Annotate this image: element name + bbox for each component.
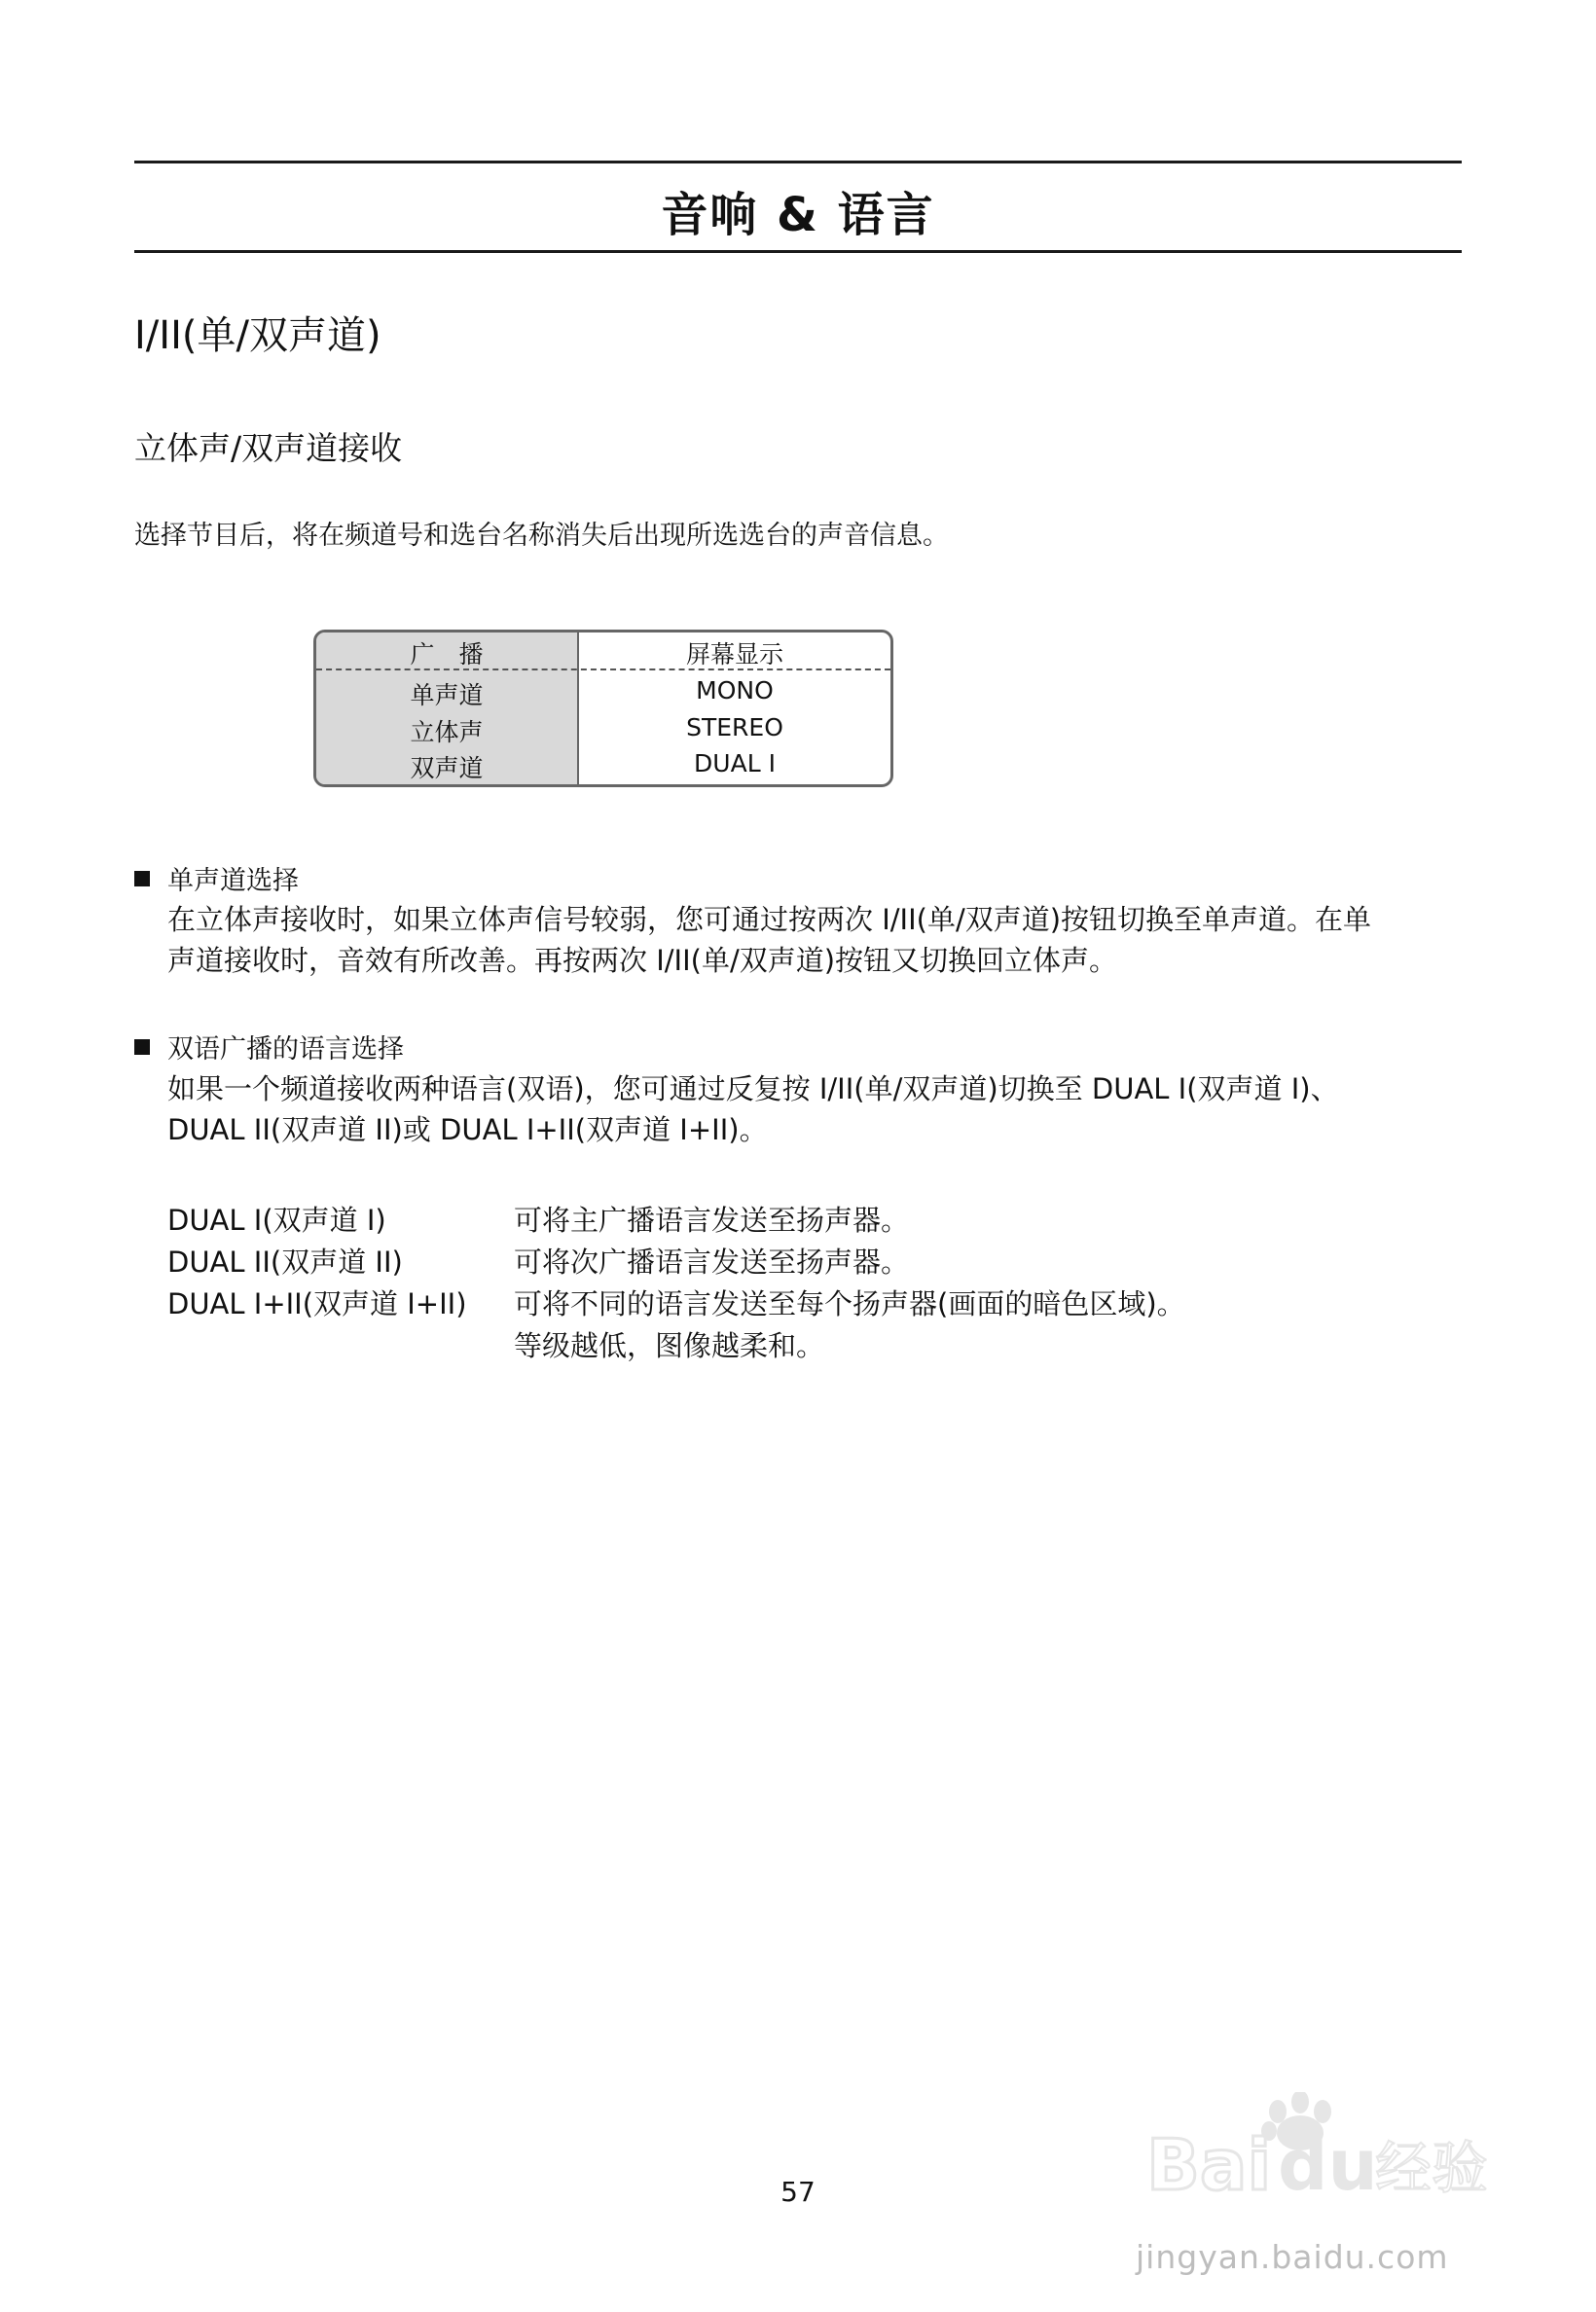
mono-paragraph-line: 声道接收时，音效有所改善。再按两次 I/II(单/双声道)按钮又切换回立体声。 xyxy=(167,944,1118,977)
bullet-heading-text: 双语广播的语言选择 xyxy=(167,1034,404,1065)
intro-text: 选择节目后，将在频道号和选台名称消失后出现所选选台的声音信息。 xyxy=(134,521,949,551)
dual-option-desc: 等级越低，图像越柔和。 xyxy=(514,1329,825,1362)
dual-option-term: DUAL I(双声道 I) xyxy=(167,1204,386,1237)
dual-option-desc: 可将次广播语言发送至扬声器。 xyxy=(514,1246,910,1279)
table-cell-broadcast: 立体声 xyxy=(410,718,484,746)
table-cell-broadcast: 单声道 xyxy=(410,681,484,709)
mono-paragraph-line: 在立体声接收时，如果立体声信号较弱，您可通过按两次 I/II(单/双声道)按钮切换至单声道。在单 xyxy=(167,903,1372,936)
square-bullet-icon xyxy=(134,1039,150,1055)
table-cell-display: MONO xyxy=(696,676,774,704)
dual-option-desc: 可将主广播语言发送至扬声器。 xyxy=(514,1204,910,1237)
page-number: 57 xyxy=(780,2176,816,2208)
dual-option-desc: 可将不同的语言发送至每个扬声器(画面的暗色区域)。 xyxy=(514,1287,1185,1320)
sub-heading: 立体声/双声道接收 xyxy=(134,429,403,467)
bullet-heading-bilingual xyxy=(134,1028,404,1066)
table-header-broadcast: 广 播 xyxy=(410,640,484,668)
svg-text:经验: 经验 xyxy=(1375,2135,1489,2201)
bilingual-paragraph-line: DUAL II(双声道 II)或 DUAL I+II(双声道 I+II)。 xyxy=(167,1113,768,1146)
page-title: 音响 & 语言 xyxy=(661,188,935,242)
bilingual-paragraph-line: 如果一个频道接收两种语言(双语)，您可通过反复按 I/II(单/双声道)切换至 DUAL I(双声道 I)、 xyxy=(167,1072,1339,1105)
section-heading: I/II(单/双声道) xyxy=(134,313,381,358)
title-top-rule xyxy=(134,161,1462,163)
svg-text:du: du xyxy=(1278,2124,1378,2204)
table-cell-display: STEREO xyxy=(686,713,783,741)
table-cell-display: DUAL I xyxy=(694,749,776,777)
baidu-watermark-logo-icon xyxy=(1146,2092,1497,2204)
table-cell-broadcast: 双声道 xyxy=(410,754,484,782)
watermark-url: jingyan.baidu.com xyxy=(1136,2238,1449,2276)
bullet-heading-mono xyxy=(134,859,299,897)
svg-text:Bai: Bai xyxy=(1146,2124,1272,2204)
table-header-display: 屏幕显示 xyxy=(685,640,783,668)
square-bullet-icon xyxy=(134,871,150,886)
bullet-heading-text: 单声道选择 xyxy=(167,866,299,896)
dual-option-term: DUAL II(双声道 II) xyxy=(167,1246,403,1279)
sound-info-table xyxy=(313,630,893,787)
dual-option-term: DUAL I+II(双声道 I+II) xyxy=(167,1287,467,1320)
title-bottom-rule xyxy=(134,250,1462,253)
